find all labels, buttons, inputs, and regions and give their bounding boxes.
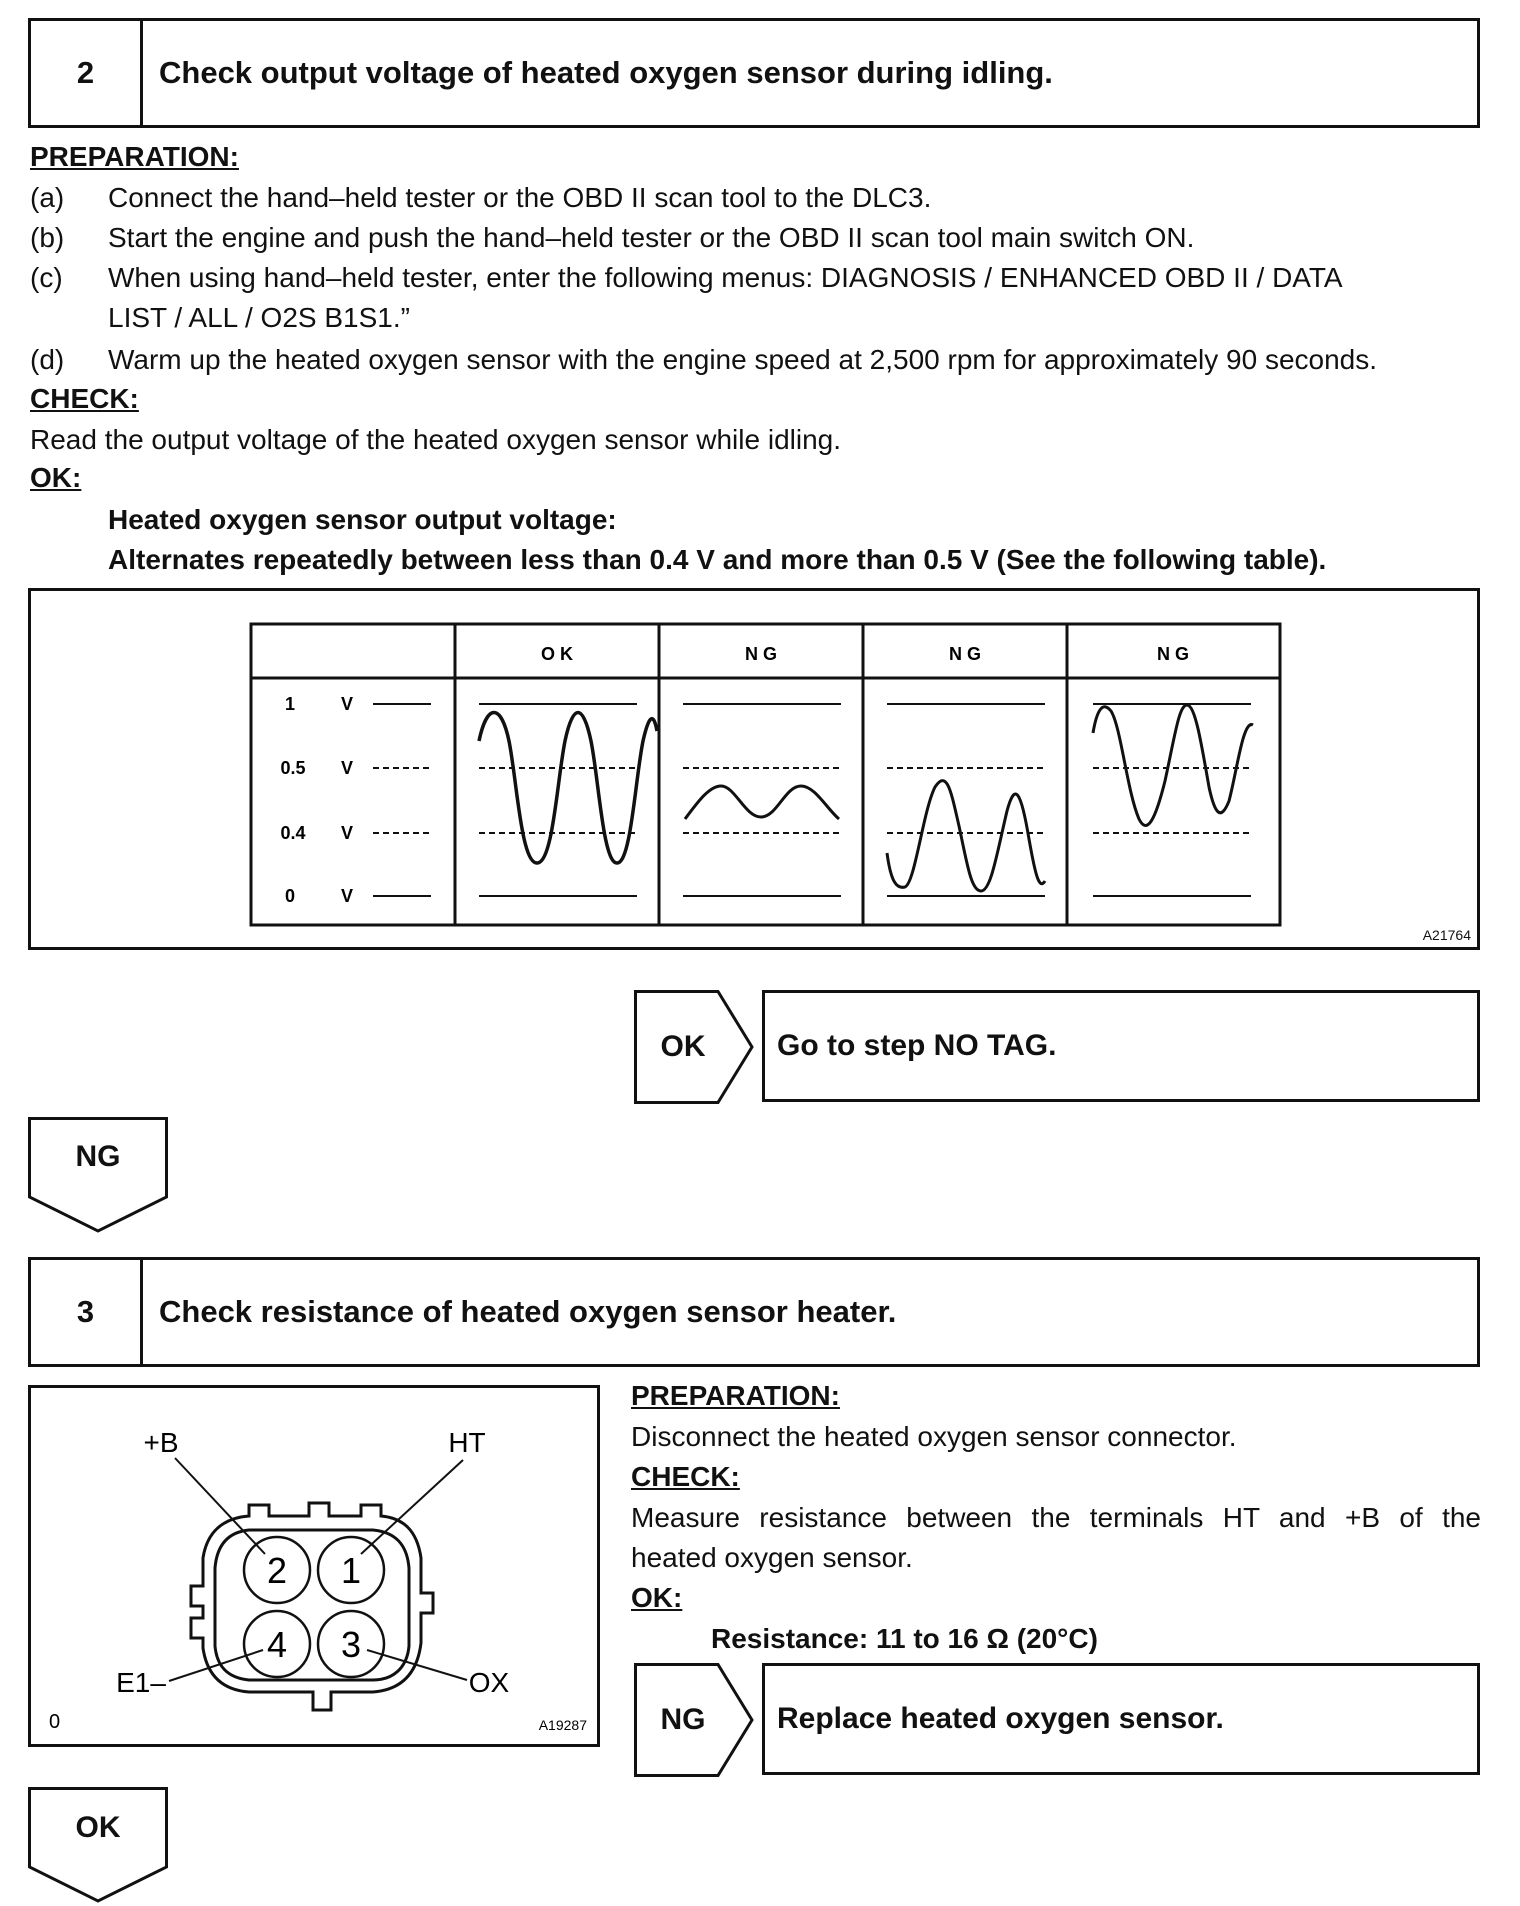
col-header-ng-3: N G xyxy=(1156,644,1190,664)
pin-3-number: 3 xyxy=(340,1624,362,1665)
y-label-1-unit: V xyxy=(340,694,354,714)
step2-ok-spec-2: Alternates repeatedly between less than 0.4 V and more than 0.5 V (See the following table). xyxy=(108,544,1327,575)
pin-4-number: 4 xyxy=(266,1624,288,1665)
y-label-04-unit: V xyxy=(340,823,354,843)
step2-title: Check output voltage of heated oxygen sensor during idling. xyxy=(159,55,1053,90)
waveform-ok xyxy=(479,713,657,864)
ok-branch-box xyxy=(762,990,1480,1102)
step2-check-heading: CHECK: xyxy=(30,383,139,414)
y-label-04: 0.4 xyxy=(280,823,306,843)
leader-line-ht xyxy=(361,1460,463,1554)
label-ox: OX xyxy=(468,1667,510,1698)
step3-header xyxy=(28,1257,1480,1367)
ng-down-arrow-label: NG xyxy=(75,1140,121,1173)
step3-check-text-1: Measure resistance between the terminals HT and +B of the xyxy=(631,1502,1481,1533)
step2-check-text: Read the output voltage of the heated oxygen sensor while idling. xyxy=(30,424,842,455)
label-ht: HT xyxy=(448,1427,486,1458)
step3-preparation-text: Disconnect the heated oxygen sensor connector. xyxy=(631,1421,1237,1452)
step3-check-heading: CHECK: xyxy=(631,1461,740,1492)
figure-code-a21764: A21764 xyxy=(1422,927,1471,943)
step2-ok-spec-1: Heated oxygen sensor output voltage: xyxy=(108,504,617,535)
label-e1: E1– xyxy=(116,1667,166,1698)
label-plus-b: +B xyxy=(143,1427,179,1458)
connector-figure xyxy=(28,1385,600,1747)
step3-title: Check resistance of heated oxygen sensor heater. xyxy=(159,1294,897,1329)
connector-diagram-svg xyxy=(31,1388,597,1744)
step2-preparation-heading: PREPARATION: xyxy=(30,141,239,172)
ok-down-arrow xyxy=(28,1787,168,1903)
waveform-table-svg xyxy=(31,591,1477,947)
step3-number: 3 xyxy=(31,1260,143,1364)
pin-1-number: 1 xyxy=(340,1550,362,1591)
voltage-waveform-figure xyxy=(28,588,1480,950)
leader-line-ox xyxy=(367,1650,467,1680)
ng-down-arrow xyxy=(28,1117,168,1233)
figure-corner-mark: 0 xyxy=(49,1711,61,1733)
waveform-ng-high-bias xyxy=(1093,705,1253,825)
step2-ok-heading: OK: xyxy=(30,462,82,493)
ok-tag-label: OK xyxy=(660,1030,706,1063)
y-label-0-unit: V xyxy=(340,886,354,906)
step2-header xyxy=(28,18,1480,128)
col-header-ng-1: N G xyxy=(744,644,778,664)
col-header-ng-2: N G xyxy=(948,644,982,664)
col2-reference-lines xyxy=(683,704,841,896)
step3-ok-heading: OK: xyxy=(631,1582,683,1613)
step2-number: 2 xyxy=(31,21,143,125)
ng-tag-label: NG xyxy=(660,1703,706,1736)
ng-branch-box xyxy=(762,1663,1480,1775)
y-label-05: 0.5 xyxy=(280,758,306,778)
ng-branch-text: Replace heated oxygen sensor. xyxy=(777,1702,1224,1735)
step3-preparation-heading: PREPARATION: xyxy=(631,1380,840,1411)
waveform-ng-low-amplitude xyxy=(685,786,839,819)
step3-check-text-2: heated oxygen sensor. xyxy=(631,1542,913,1573)
y-label-0: 0 xyxy=(284,886,296,906)
waveform-ng-low-bias xyxy=(887,781,1045,891)
ok-down-arrow-label: OK xyxy=(75,1811,121,1844)
pin-2-number: 2 xyxy=(266,1550,288,1591)
y-label-05-unit: V xyxy=(340,758,354,778)
ok-branch-text: Go to step NO TAG. xyxy=(777,1029,1057,1062)
col-header-ok: O K xyxy=(540,644,574,664)
y-label-1: 1 xyxy=(284,694,296,714)
step3-ok-spec: Resistance: 11 to 16 Ω (20°C) xyxy=(711,1623,1098,1654)
figure-code-a19287: A19287 xyxy=(538,1717,587,1733)
